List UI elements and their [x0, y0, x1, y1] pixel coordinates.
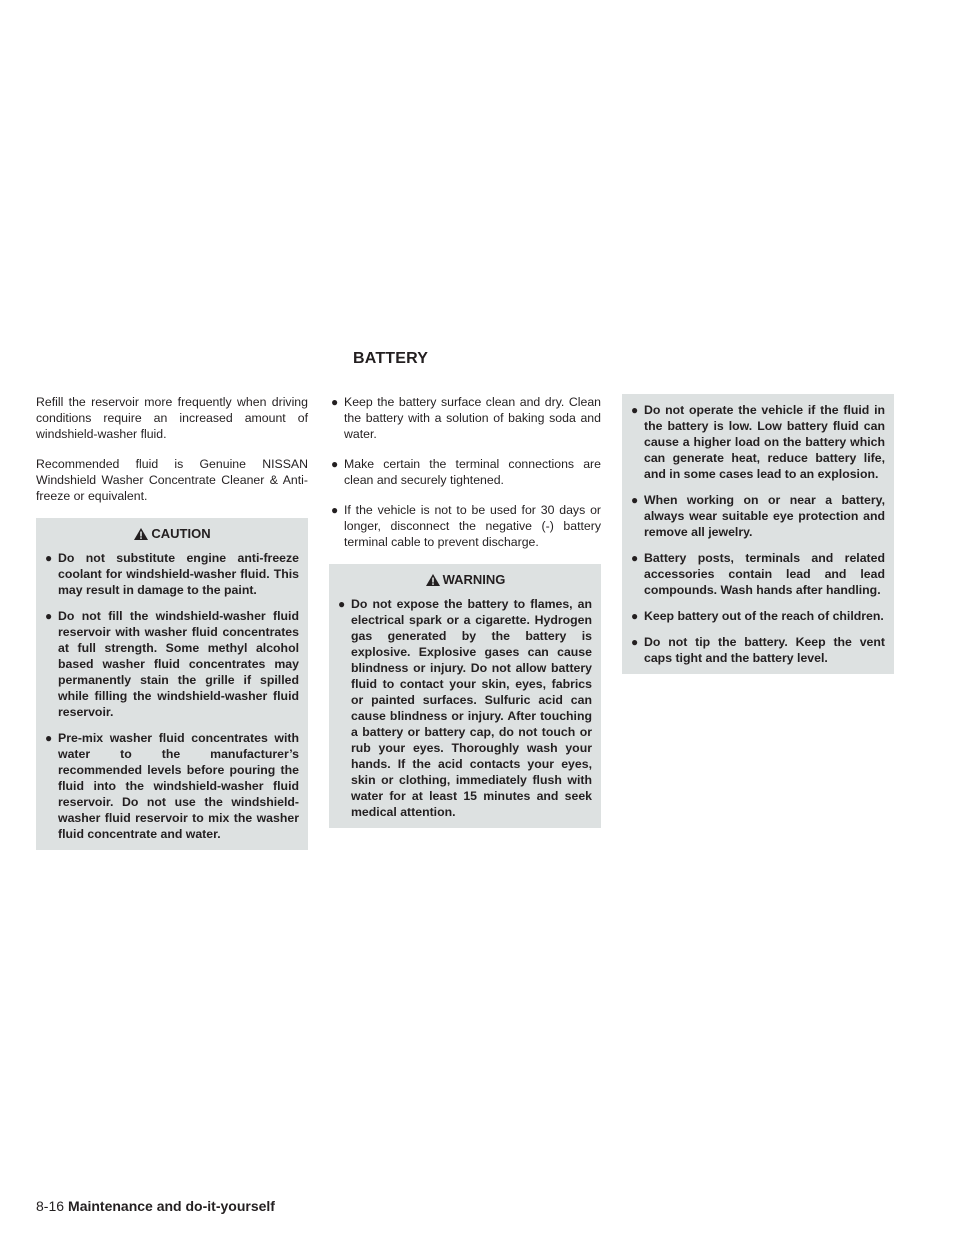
bullet-icon: ●	[45, 609, 53, 623]
warning-item-5: Keep battery out of the reach of children.	[644, 609, 884, 623]
bullet-icon: ●	[331, 395, 339, 409]
bullet-icon: ●	[45, 551, 53, 565]
warning-label: WARNING	[442, 572, 506, 587]
recommended-fluid-paragraph: Recommended fluid is Genuine NISSAN Windshield Washer Concentrate Cleaner & Anti-freeze or equivalent.	[36, 457, 308, 503]
bullet-icon: ●	[45, 731, 53, 745]
bullet-icon: ●	[338, 597, 346, 611]
list-item	[338, 596, 592, 820]
list-item	[45, 608, 299, 720]
list-item	[329, 502, 601, 550]
list-item	[631, 608, 885, 624]
warning-triangle-icon	[425, 573, 441, 587]
battery-care-list	[329, 394, 601, 550]
list-item	[631, 492, 885, 540]
page-footer	[36, 1198, 275, 1214]
warning-item-4: Battery posts, terminals and related accessories contain lead and lead compounds. Wash hands after handling.	[644, 551, 885, 597]
caution-item-2: Do not fill the windshield-washer fluid reservoir with washer fluid concentrates at full strength. Some methyl alcohol based washer fluid concentrates may permanently stain the grille if spilled while filling the windshield-washer fluid reservoir.	[58, 609, 299, 719]
list-item	[631, 550, 885, 598]
bullet-icon: ●	[331, 503, 339, 517]
chapter-title: Maintenance and do-it-yourself	[68, 1198, 275, 1214]
bullet-icon: ●	[631, 493, 639, 507]
warning-continued-box	[622, 394, 894, 674]
section-title: BATTERY	[353, 350, 429, 367]
list-item	[329, 456, 601, 488]
warning-triangle-icon	[133, 527, 149, 541]
caution-label: CAUTION	[151, 526, 211, 541]
bullet-icon: ●	[631, 551, 639, 565]
column-2	[329, 394, 601, 828]
page-number: 8-16	[36, 1198, 65, 1214]
caution-title	[45, 524, 299, 544]
column-3	[622, 394, 894, 674]
battery-care-item-3: If the vehicle is not to be used for 30 days or longer, disconnect the negative (-) battery terminal cable to prevent discharge.	[344, 503, 601, 549]
battery-care-item-1: Keep the battery surface clean and dry. Clean the battery with a solution of baking soda and water.	[344, 395, 601, 441]
warning-item-2: Do not operate the vehicle if the fluid in the battery is low. Low battery fluid can cause a higher load on the battery which can generate heat, reduce battery life, and in some cases lead to an explosion.	[644, 403, 885, 481]
column-1	[36, 394, 308, 850]
caution-item-1: Do not substitute engine anti-freeze coolant for windshield-washer fluid. This may result in damage to the paint.	[58, 551, 299, 597]
bullet-icon: ●	[331, 457, 339, 471]
warning-item-3: When working on or near a battery, always wear suitable eye protection and remove all jewelry.	[644, 493, 885, 539]
bullet-icon: ●	[631, 403, 639, 417]
list-item	[45, 550, 299, 598]
warning-item-6: Do not tip the battery. Keep the vent caps tight and the battery level.	[644, 635, 885, 665]
refill-paragraph: Refill the reservoir more frequently when driving conditions require an increased amount of windshield-washer fluid.	[36, 395, 308, 441]
bullet-icon: ●	[631, 635, 639, 649]
list-item	[45, 730, 299, 842]
warning-item-1: Do not expose the battery to flames, an electrical spark or a cigarette. Hydrogen gas generated by the battery is explosive. Explosive gases can cause blindness or injury. Do not allow battery fluid to contact your skin, eyes, fabrics or painted surfaces. Sulfuric acid can cause blindness or injury. After touching a battery or battery cap, do not touch or rub your eyes. Thoroughly wash your hands. If the acid contacts your eyes, skin or clothing, immediately flush with water for at least 15 minutes and seek medical attention.	[351, 597, 592, 819]
list-item	[631, 402, 885, 482]
list-item	[631, 634, 885, 666]
caution-item-3: Pre-mix washer fluid concentrates with water to the manufacturer’s recommended levels before pouring the fluid into the windshield-washer fluid reservoir. Do not use the windshield-washer fluid reservoir to mix the washer fluid concentrate and water.	[58, 731, 299, 841]
bullet-icon: ●	[631, 609, 639, 623]
caution-box	[36, 518, 308, 850]
warning-title	[338, 570, 592, 590]
warning-box	[329, 564, 601, 828]
battery-care-item-2: Make certain the terminal connections are clean and securely tightened.	[344, 457, 601, 487]
list-item	[329, 394, 601, 442]
